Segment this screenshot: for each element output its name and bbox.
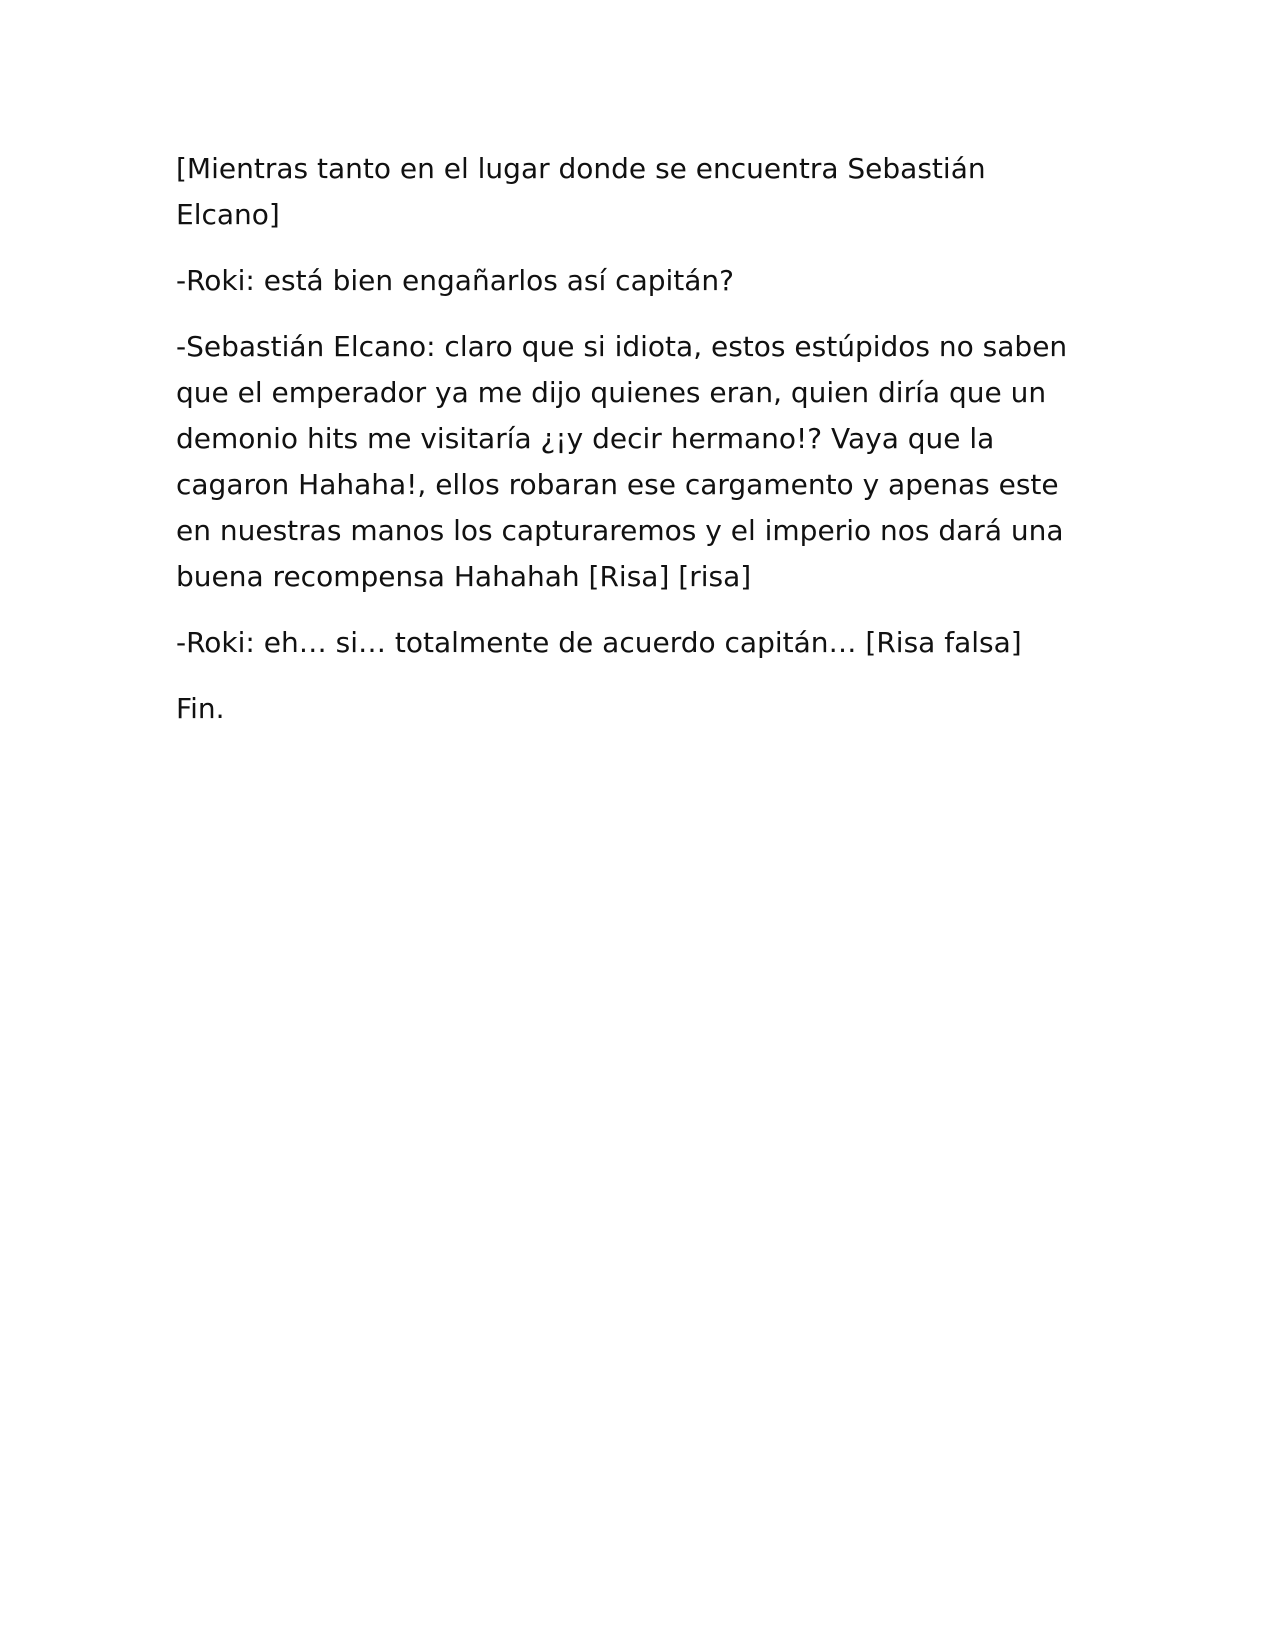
dialogue-line-elcano: -Sebastián Elcano: claro que si idiota, estos estúpidos no saben que el emperador ya me dijo quienes eran, quien diría que un demonio hits me visitaría ¿¡y decir hermano!? Vaya que la cagaron Hahaha!, ellos robaran ese cargamento y apenas este en nuestras manos los capturaremos y el imperio nos dará una buena recompensa Hahahah [Risa] [risa]	[176, 330, 1068, 593]
document-body	[176, 146, 1096, 752]
scene-direction: [Mientras tanto en el lugar donde se encuentra Sebastián Elcano]	[176, 152, 986, 231]
dialogue-line-roki-2: -Roki: eh… si… totalmente de acuerdo capitán… [Risa falsa]	[176, 626, 1022, 659]
dialogue-line-roki-1: -Roki: está bien engañarlos así capitán?	[176, 264, 735, 297]
ending-text: Fin.	[176, 692, 225, 725]
